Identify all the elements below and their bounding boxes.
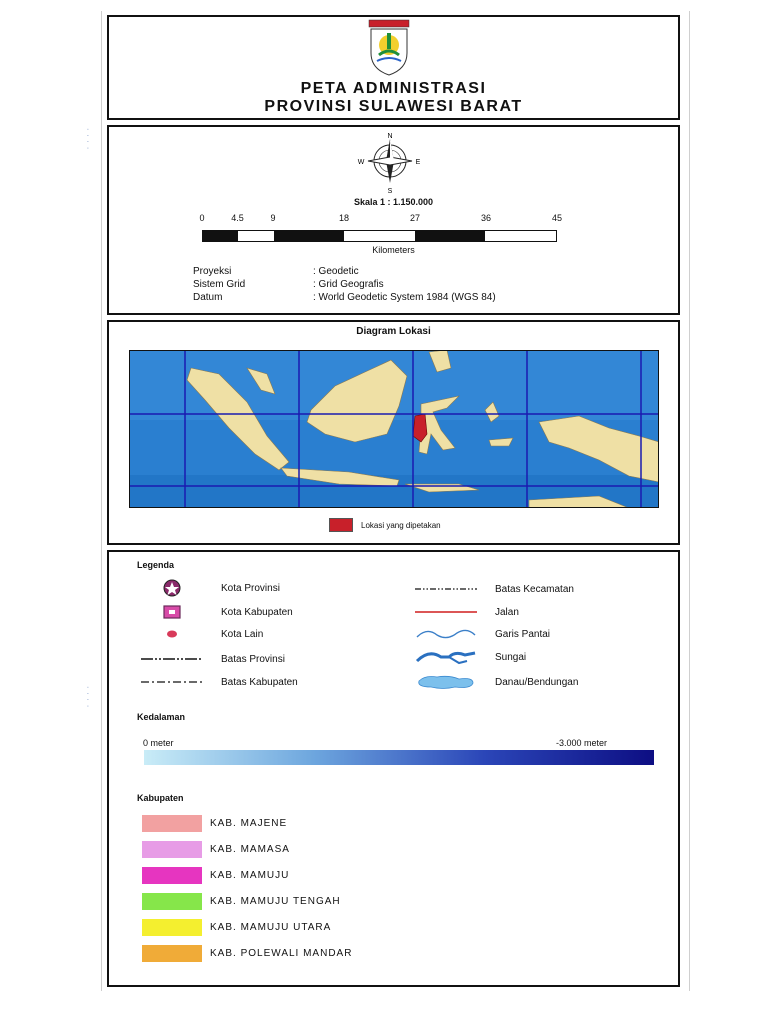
legend-label: Batas Provinsi: [221, 653, 285, 665]
legend-label: Kota Provinsi: [221, 582, 280, 594]
scale-tick-label: 4.5: [231, 213, 244, 223]
river-icon: [415, 649, 477, 665]
coastline-line: [415, 627, 477, 641]
scale-tick-label: 0: [199, 213, 205, 223]
metadata-row: [193, 265, 496, 278]
kabupaten-item: [142, 919, 331, 936]
compass-rose-icon: [345, 131, 435, 195]
scale-bar: [202, 230, 557, 242]
kabupaten-title: Kabupaten: [137, 793, 184, 803]
compass-e: E: [415, 159, 421, 166]
metadata-value: : Geodetic: [313, 266, 359, 277]
legend-item-sungai: [415, 648, 526, 666]
compass-n: N: [387, 133, 393, 140]
kabupaten-item: [142, 893, 341, 910]
diagram-legend-swatch: [329, 518, 353, 532]
depth-gradient-bar: [144, 750, 654, 765]
provincial-emblem-icon: [357, 19, 421, 77]
legend-label: Kota Kabupaten: [221, 606, 293, 618]
legend-label: Danau/Bendungan: [495, 676, 579, 688]
kabupaten-label: KAB. MAMASA: [210, 844, 290, 855]
metadata-row: [193, 278, 496, 291]
scale-bar-segment: [415, 231, 486, 241]
edge-mark-top: · · · ·: [84, 128, 91, 151]
depth-min-label: 0 meter: [143, 738, 174, 748]
depth-max-label: -3.000 meter: [556, 738, 608, 748]
scale-bar-segment: [344, 231, 415, 241]
compass-s: S: [387, 188, 393, 195]
scale-tick-label: 9: [270, 213, 276, 223]
scale-units: Kilometers: [372, 245, 415, 255]
regency-city-icon: [163, 605, 181, 619]
diagram-legend-label: Lokasi yang dipetakan: [361, 520, 441, 530]
edge-mark-bottom: · · · ·: [84, 686, 91, 709]
kabupaten-swatch: [142, 893, 202, 910]
metadata-key: Sistem Grid: [193, 279, 246, 290]
legend-item-batas-provinsi: [141, 650, 285, 668]
scale-tick-label: 36: [480, 213, 492, 223]
scale-label: Skala 1 : 1.150.000: [353, 197, 434, 207]
diagram-legend: [329, 518, 441, 532]
scale-bar-segment: [274, 231, 345, 241]
kabupaten-swatch: [142, 867, 202, 884]
map-title-line1: PETA ADMINISTRASI: [300, 80, 487, 97]
scale-tick-label: 27: [409, 213, 421, 223]
kabupaten-swatch: [142, 919, 202, 936]
road-line: [415, 609, 477, 615]
diagram-title: Diagram Lokasi: [356, 326, 431, 337]
legend-item-kota-lain: [141, 625, 263, 643]
province-boundary-line: [141, 656, 203, 662]
province-city-icon: [161, 579, 183, 597]
legend-title: Legenda: [137, 560, 175, 570]
metadata-key: Datum: [193, 292, 223, 303]
metadata-value: : Grid Geografis: [313, 279, 384, 290]
kabupaten-item: [142, 945, 352, 962]
location-diagram-panel: [107, 320, 680, 545]
compass-w: W: [357, 159, 365, 166]
metadata-key: Proyeksi: [193, 266, 232, 277]
kabupaten-label: KAB. POLEWALI MANDAR: [210, 948, 353, 959]
kabupaten-item: [142, 867, 289, 884]
legend-label: Sungai: [495, 651, 527, 663]
legend-item-batas-kabupaten: [141, 673, 298, 691]
scale-bar-segment: [203, 231, 238, 241]
regency-boundary-line: [141, 679, 203, 685]
scale-ticks: [196, 213, 566, 227]
legend-panel: [107, 550, 680, 987]
legend-label: Garis Pantai: [495, 628, 551, 640]
kabupaten-swatch: [142, 815, 202, 832]
map-title-line2: PROVINSI SULAWESI BARAT: [264, 98, 523, 115]
scale-tick-label: 45: [551, 213, 563, 223]
metadata-value: : World Geodetic System 1984 (WGS 84): [313, 292, 496, 303]
legend-label: Batas Kecamatan: [495, 583, 574, 595]
scale-bar-segment: [485, 231, 556, 241]
legend-item-batas-kecamatan: [415, 580, 574, 598]
lake-icon: [415, 673, 477, 691]
info-panel: [107, 125, 680, 315]
kabupaten-label: KAB. MAMUJU: [210, 870, 290, 881]
legend-label: Batas Kabupaten: [221, 676, 298, 688]
scale-bar-segment: [238, 231, 273, 241]
kabupaten-swatch: [142, 841, 202, 858]
kabupaten-item: [142, 815, 287, 832]
kabupaten-item: [142, 841, 290, 858]
district-boundary-line: [415, 586, 477, 592]
scale-tick-label: 18: [338, 213, 350, 223]
legend-label: Kota Lain: [221, 628, 264, 640]
kabupaten-label: KAB. MAMUJU TENGAH: [210, 896, 341, 907]
kabupaten-swatch: [142, 945, 202, 962]
legend-item-kota-provinsi: [141, 579, 280, 597]
kabupaten-label: KAB. MAJENE: [210, 818, 288, 829]
legend-item-danau-bendungan: [415, 673, 578, 691]
depth-title: Kedalaman: [137, 712, 186, 722]
legend-item-kota-kabupaten: [141, 603, 293, 621]
location-diagram-map: [129, 350, 659, 508]
map-metadata: [193, 265, 496, 304]
kabupaten-label: KAB. MAMUJU UTARA: [210, 922, 332, 933]
other-city-icon: [166, 629, 178, 639]
title-panel: [107, 15, 680, 120]
map-sheet: [101, 11, 690, 991]
metadata-row: [193, 291, 496, 304]
legend-item-garis-pantai: [415, 625, 550, 643]
legend-label: Jalan: [495, 606, 519, 618]
legend-item-jalan: [415, 603, 519, 621]
